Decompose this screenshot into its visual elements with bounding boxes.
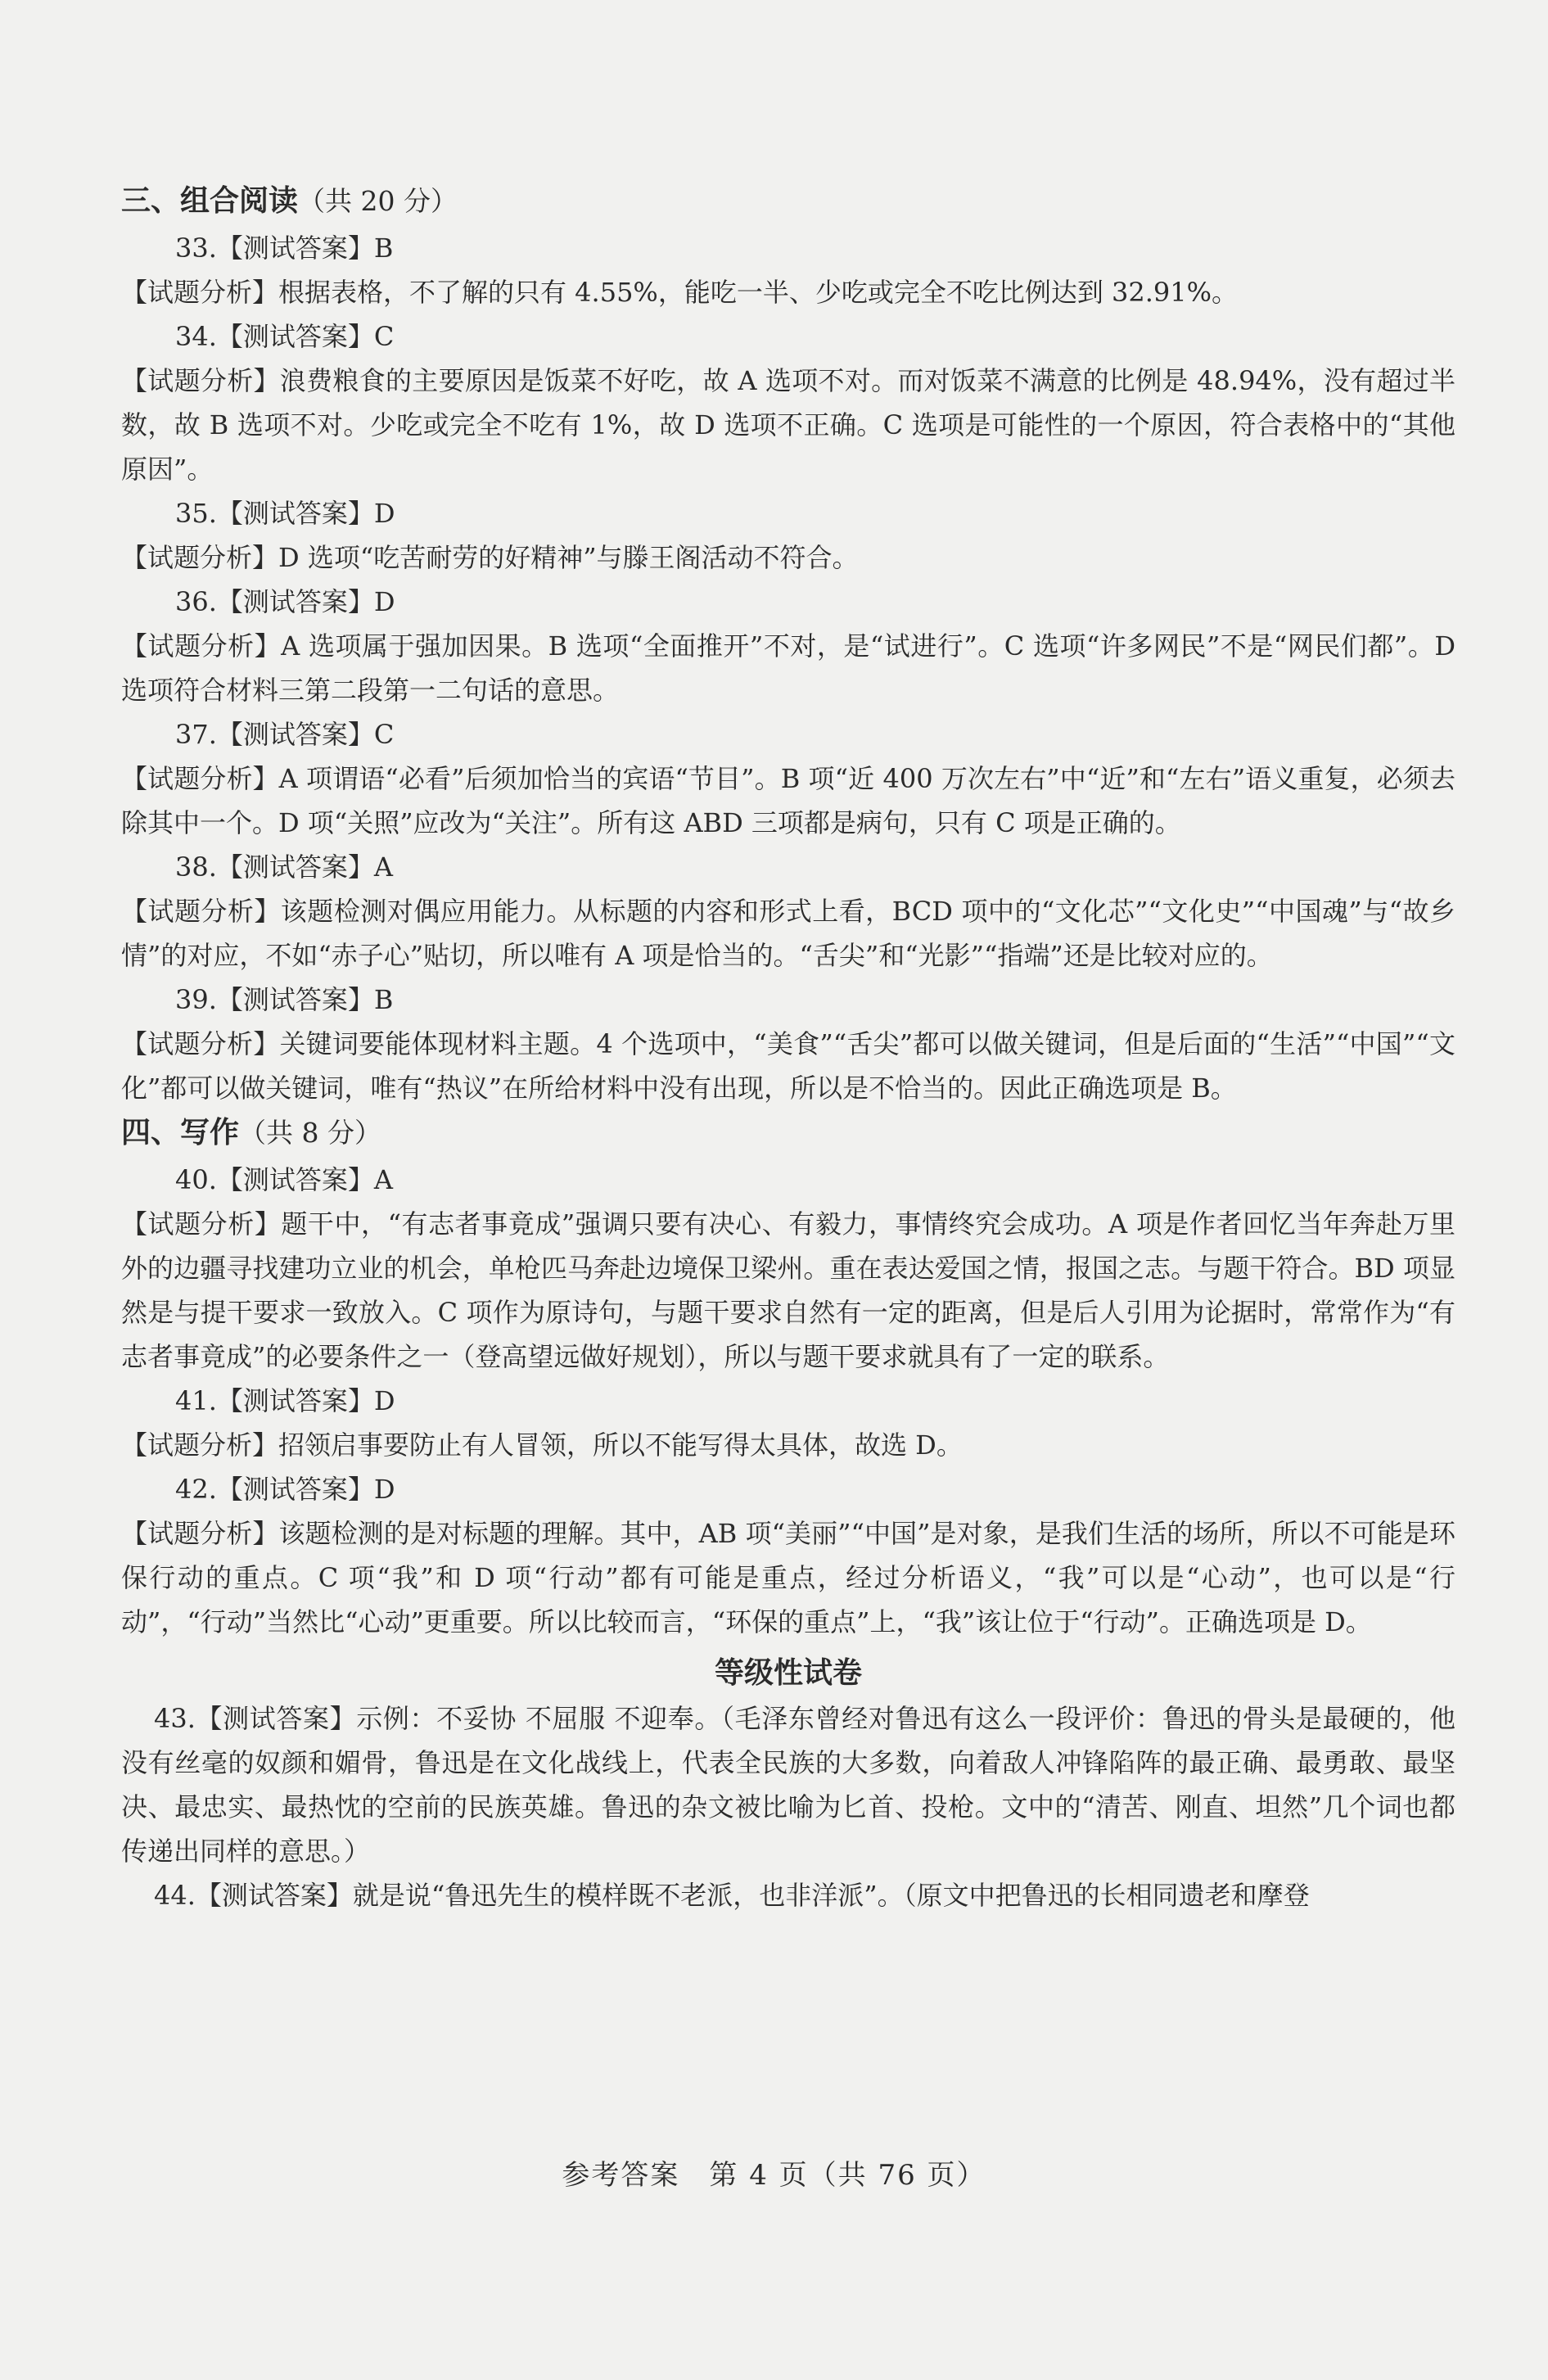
section-heading-writing: 四、写作（共 8 分） xyxy=(121,1116,381,1149)
answer-37: 37.【测试答案】C xyxy=(175,719,395,750)
answer-39: 39.【测试答案】B xyxy=(175,984,394,1015)
analysis-41: 【试题分析】招领启事要防止有人冒领，所以不能写得太具体，故选 D。 xyxy=(121,1429,963,1461)
analysis-36: 【试题分析】A 选项属于强加因果。B 选项“全面推开”不对，是“试进行”。C 选项“许多网民”不是“网民们都”。D 选项符合材料三第二段第一二句话的意思。 xyxy=(121,630,1455,706)
section-heading-reading: 三、组合阅读（共 20 分） xyxy=(121,184,458,218)
answer-38: 38.【测试答案】A xyxy=(175,851,394,883)
analysis-38: 【试题分析】该题检测对偶应用能力。从标题的内容和形式上看，BCD 项中的“文化芯”“文化史”“中国魂”与“故乡情”的对应，不如“赤子心”贴切，所以唯有 A 项是恰当的。“舌尖”和“光影”“指端”还是比较对应的。 xyxy=(121,896,1455,971)
analysis-35: 【试题分析】D 选项“吃苦耐劳的好精神”与滕王阁活动不符合。 xyxy=(121,542,859,573)
answer-41: 41.【测试答案】D xyxy=(175,1385,395,1416)
analysis-33: 【试题分析】根据表格，不了解的只有 4.55%，能吃一半、少吃或完全不吃比例达到 32.91%。 xyxy=(121,277,1239,308)
page-content xyxy=(121,178,1455,1917)
graded-exam-title: 等级性试卷 xyxy=(714,1656,862,1690)
answer-44: 44.【测试答案】就是说“鲁迅先生的模样既不老派，也非洋派”。（原文中把鲁迅的长相同遗老和摩登 xyxy=(154,1880,1310,1911)
answer-42: 42.【测试答案】D xyxy=(175,1474,395,1505)
page-footer: 参考答案 第 4 页（共 76 页） xyxy=(562,2159,986,2192)
analysis-34: 【试题分析】浪费粮食的主要原因是饭菜不好吃，故 A 选项不对。而对饭菜不满意的比例是 48.94%，没有超过半数，故 B 选项不对。少吃或完全不吃有 1%，故 D 选项不正确。C 选项是可能性的一个原因，符合表格中的“其他原因”。 xyxy=(121,365,1455,485)
answer-33: 33.【测试答案】B xyxy=(175,233,394,264)
answer-43: 43.【测试答案】示例：不妥协 不屈服 不迎奉。（毛泽东曾经对鲁迅有这么一段评价：鲁迅的骨头是最硬的，他没有丝毫的奴颜和媚骨，鲁迅是在文化战线上，代表全民族的大多数，向着敌人冲锋陷阵的最正确、最勇敢、最坚决、最忠实、最热忱的空前的民族英雄。鲁迅的杂文被比喻为匕首、投枪。文中的“清苦、刚直、坦然”几个词也都传递出同样的意思。） xyxy=(121,1703,1455,1867)
analysis-42: 【试题分析】该题检测的是对标题的理解。其中，AB 项“美丽”“中国”是对象，是我们生活的场所，所以不可能是环保行动的重点。C 项“我”和 D 项“行动”都有可能是重点，经过分析语义，“我”可以是“心动”，也可以是“行动”，“行动”当然比“心动”更重要。所以比较而言，“环保的重点”上，“我”该让位于“行动”。正确选项是 D。 xyxy=(121,1518,1455,1637)
analysis-39: 【试题分析】关键词要能体现材料主题。4 个选项中，“美食”“舌尖”都可以做关键词，但是后面的“生活”“中国”“文化”都可以做关键词，唯有“热议”在所给材料中没有出现，所以是不恰当的。因此正确选项是 B。 xyxy=(121,1028,1455,1104)
answer-40: 40.【测试答案】A xyxy=(175,1164,394,1195)
answer-36: 36.【测试答案】D xyxy=(175,586,395,617)
analysis-40: 【试题分析】题干中，“有志者事竟成”强调只要有决心、有毅力，事情终究会成功。A 项是作者回忆当年奔赴万里外的边疆寻找建功立业的机会，单枪匹马奔赴边境保卫梁州。重在表达爱国之情，报国之志。与题干符合。BD 项显然是与提干要求一致放入。C 项作为原诗句，与题干要求自然有一定的距离，但是后人引用为论据时，常常作为“有志者事竟成”的必要条件之一（登高望远做好规划），所以与题干要求就具有了一定的联系。 xyxy=(121,1208,1455,1372)
answer-35: 35.【测试答案】D xyxy=(175,498,395,529)
answer-34: 34.【测试答案】C xyxy=(175,321,395,352)
analysis-37: 【试题分析】A 项谓语“必看”后须加恰当的宾语“节目”。B 项“近 400 万次左右”中“近”和“左右”语义重复，必须去除其中一个。D 项“关照”应改为“关注”。所有这 ABD 三项都是病句，只有 C 项是正确的。 xyxy=(121,763,1455,838)
